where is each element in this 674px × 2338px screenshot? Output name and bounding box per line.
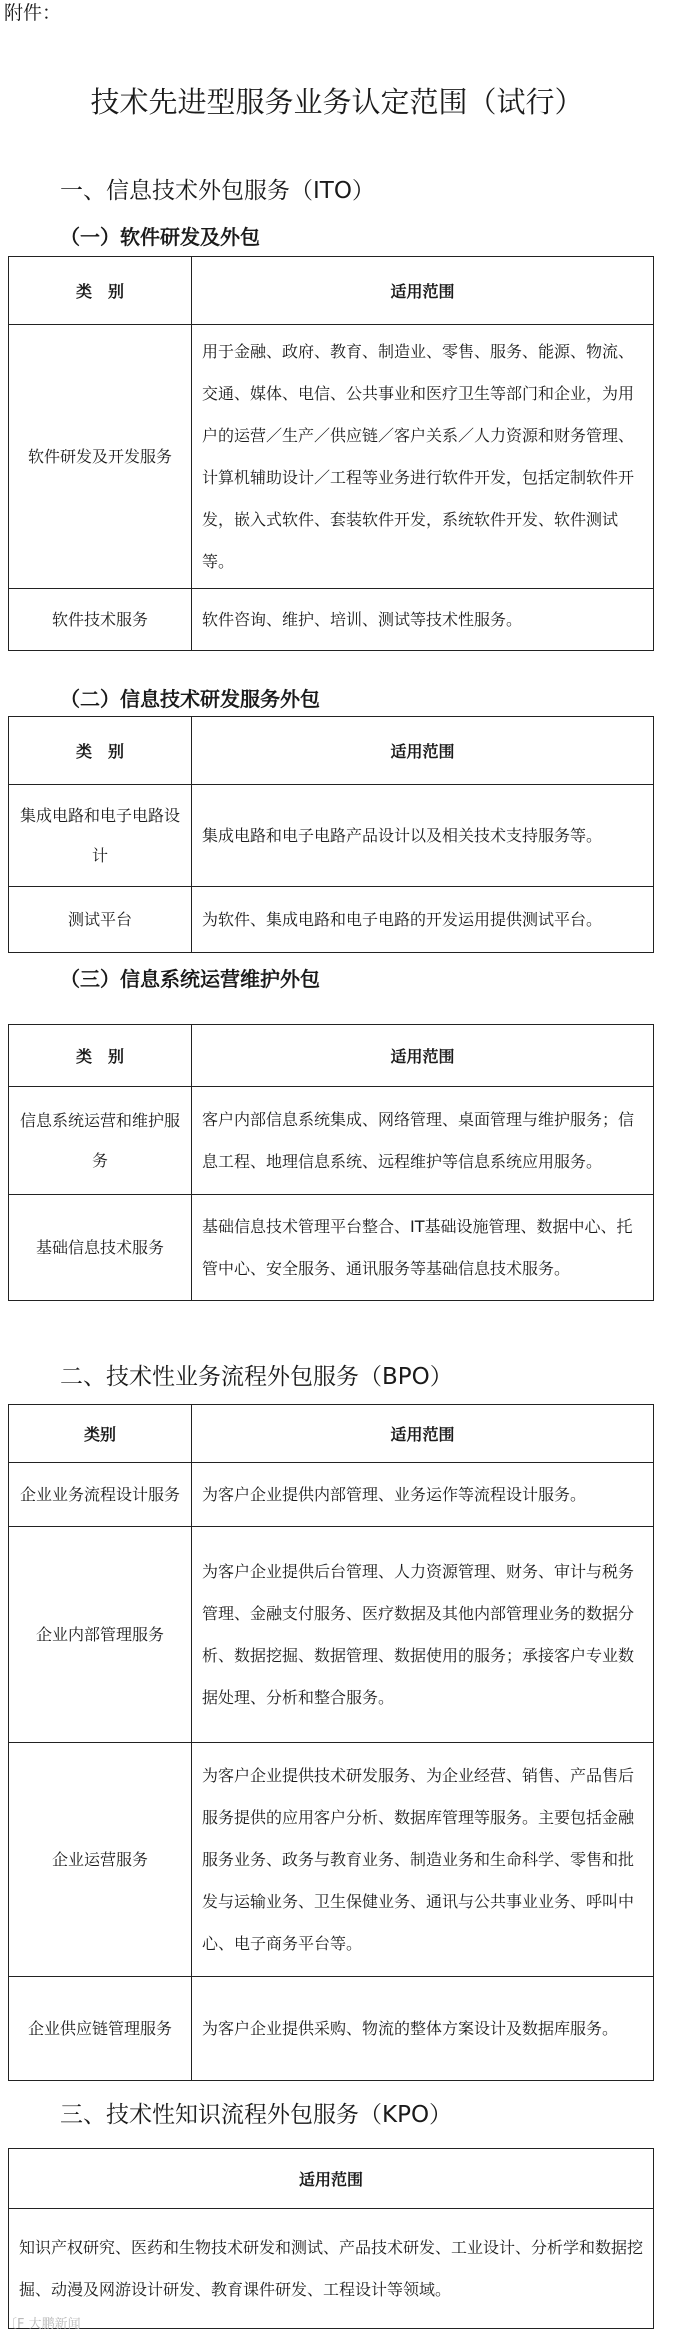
scope-cell: 为客户企业提供技术研发服务、为企业经营、销售、产品售后服务提供的应用客户分析、数据库管理等服务。主要包括金融服务业务、政务与教育业务、制造业务和生命科学、零售和批发与运输业务、卫生保健业务、通讯与公共事业业务、呼叫中心、电子商务平台等。 bbox=[192, 1743, 654, 1977]
table-kpo bbox=[8, 2148, 654, 2329]
subsection-it-ops-heading: （三）信息系统运营维护外包 bbox=[60, 967, 320, 991]
table-row bbox=[9, 589, 654, 651]
scope-cell: 知识产权研究、医药和生物技术研发和测试、产品技术研发、工业设计、分析学和数据挖掘、动漫及网游设计研发、教育课件研发、工程设计等领域。 bbox=[9, 2209, 654, 2329]
category-cell: 软件研发及开发服务 bbox=[9, 325, 192, 589]
subsection-it-rd-heading: （二）信息技术研发服务外包 bbox=[60, 687, 320, 711]
table-header-row bbox=[9, 1405, 654, 1463]
category-cell: 基础信息技术服务 bbox=[9, 1195, 192, 1301]
table-row bbox=[9, 1087, 654, 1195]
scope-cell: 为软件、集成电路和电子电路的开发运用提供测试平台。 bbox=[192, 887, 654, 953]
column-header-scope: 适用范围 bbox=[192, 1405, 654, 1463]
scope-cell: 集成电路和电子电路产品设计以及相关技术支持服务等。 bbox=[192, 785, 654, 887]
section-kpo-heading: 三、技术性知识流程外包服务（KPO） bbox=[60, 2102, 453, 2128]
category-cell: 测试平台 bbox=[9, 887, 192, 953]
section-bpo-heading: 二、技术性业务流程外包服务（BPO） bbox=[60, 1364, 453, 1390]
table-row bbox=[9, 1977, 654, 2081]
subsection-software-heading: （一）软件研发及外包 bbox=[60, 225, 260, 249]
table-row bbox=[9, 887, 654, 953]
column-header-scope: 适用范围 bbox=[192, 257, 654, 325]
table-row bbox=[9, 2209, 654, 2329]
table-row bbox=[9, 325, 654, 589]
table-row bbox=[9, 785, 654, 887]
scope-cell: 基础信息技术管理平台整合、IT基础设施管理、数据中心、托管中心、安全服务、通讯服务等基础信息技术服务。 bbox=[192, 1195, 654, 1301]
scope-cell: 为客户企业提供内部管理、业务运作等流程设计服务。 bbox=[192, 1463, 654, 1527]
column-header-scope: 适用范围 bbox=[192, 717, 654, 785]
column-header-scope: 适用范围 bbox=[9, 2149, 654, 2209]
column-header-scope: 适用范围 bbox=[192, 1025, 654, 1087]
table-header-row bbox=[9, 2149, 654, 2209]
column-header-category: 类别 bbox=[9, 1405, 192, 1463]
column-header-category: 类 别 bbox=[9, 1025, 192, 1087]
table-it-ops bbox=[8, 1024, 654, 1301]
category-cell: 企业内部管理服务 bbox=[9, 1527, 192, 1743]
scope-cell: 客户内部信息系统集成、网络管理、桌面管理与维护服务；信息工程、地理信息系统、远程维护等信息系统应用服务。 bbox=[192, 1087, 654, 1195]
table-row bbox=[9, 1463, 654, 1527]
table-header-row bbox=[9, 717, 654, 785]
scope-cell: 用于金融、政府、教育、制造业、零售、服务、能源、物流、交通、媒体、电信、公共事业和医疗卫生等部门和企业，为用户的运营／生产／供应链／客户关系／人力资源和财务管理、计算机辅助设计／工程等业务进行软件开发，包括定制软件开发，嵌入式软件、套装软件开发，系统软件开发、软件测试等。 bbox=[192, 325, 654, 589]
section-ito-heading: 一、信息技术外包服务（ITO） bbox=[60, 178, 375, 204]
watermark: 〔F 大鹏新闻 bbox=[4, 2317, 81, 2332]
table-software bbox=[8, 256, 654, 651]
category-cell: 集成电路和电子电路设计 bbox=[9, 785, 192, 887]
scope-cell: 为客户企业提供后台管理、人力资源管理、财务、审计与税务管理、金融支付服务、医疗数据及其他内部管理业务的数据分析、数据挖掘、数据管理、数据使用的服务；承接客户专业数据处理、分析和整合服务。 bbox=[192, 1527, 654, 1743]
attachment-label: 附件： bbox=[4, 2, 62, 24]
table-row bbox=[9, 1195, 654, 1301]
category-cell: 企业供应链管理服务 bbox=[9, 1977, 192, 2081]
column-header-category: 类 别 bbox=[9, 717, 192, 785]
table-row bbox=[9, 1527, 654, 1743]
table-row bbox=[9, 1743, 654, 1977]
scope-cell: 为客户企业提供采购、物流的整体方案设计及数据库服务。 bbox=[192, 1977, 654, 2081]
column-header-category: 类 别 bbox=[9, 257, 192, 325]
category-cell: 企业运营服务 bbox=[9, 1743, 192, 1977]
table-header-row bbox=[9, 1025, 654, 1087]
scope-cell: 软件咨询、维护、培训、测试等技术性服务。 bbox=[192, 589, 654, 651]
table-header-row bbox=[9, 257, 654, 325]
category-cell: 信息系统运营和维护服务 bbox=[9, 1087, 192, 1195]
table-it-rd bbox=[8, 716, 654, 953]
table-bpo bbox=[8, 1404, 654, 2081]
document-title: 技术先进型服务业务认定范围（试行） bbox=[90, 85, 584, 119]
category-cell: 软件技术服务 bbox=[9, 589, 192, 651]
category-cell: 企业业务流程设计服务 bbox=[9, 1463, 192, 1527]
